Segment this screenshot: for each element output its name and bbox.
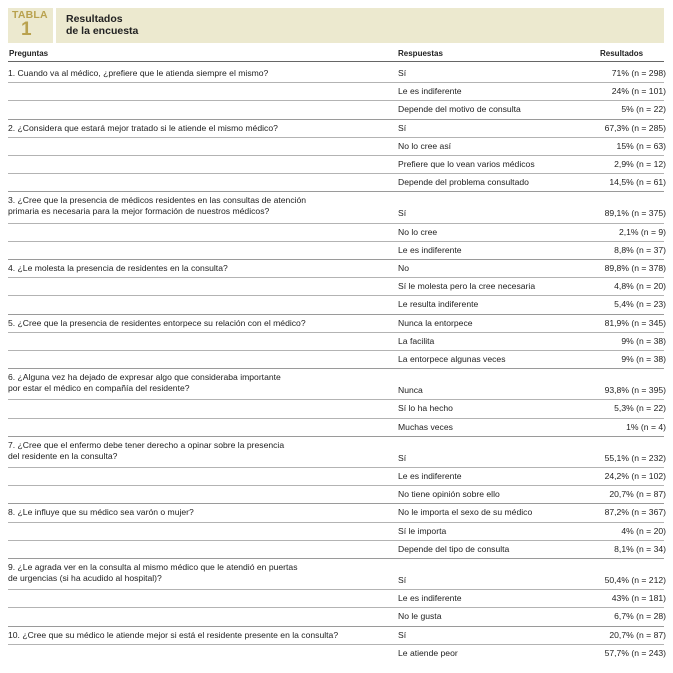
answer-label: Sí le importa xyxy=(398,525,447,536)
answer-result: 87,2% (n = 367) xyxy=(604,507,666,518)
answer-result: 5,3% (n = 22) xyxy=(614,403,666,414)
answer-row-rule xyxy=(8,295,664,296)
table-title-line2: de la encuesta xyxy=(66,25,139,37)
answer-row-rule xyxy=(8,399,664,400)
question-rule xyxy=(8,314,664,315)
question-text xyxy=(8,195,306,217)
answer-label: Muchas veces xyxy=(398,421,453,432)
answer-result: 5,4% (n = 23) xyxy=(614,299,666,310)
answer-result: 89,8% (n = 378) xyxy=(604,263,666,273)
answer-result: 24% (n = 101) xyxy=(611,86,666,97)
question-line: 4. ¿Le molesta la presencia de residentes en la consulta? xyxy=(8,263,228,273)
answer-result: 57,7% (n = 243) xyxy=(604,647,666,658)
answer-row-rule xyxy=(8,332,664,333)
table-header xyxy=(8,8,664,43)
answer-label: Sí xyxy=(398,68,407,78)
column-header-preguntas: Preguntas xyxy=(9,49,49,58)
question-line: 9. ¿Le agrada ver en la consulta al mismo médico que le atendió en puertas xyxy=(8,562,298,572)
answer-row-rule xyxy=(8,277,664,278)
header-rule xyxy=(8,61,664,62)
answer-result: 8,1% (n = 34) xyxy=(614,543,666,554)
answer-result: 50,4% (n = 212) xyxy=(604,575,666,585)
question-text xyxy=(8,318,306,329)
answer-row-rule xyxy=(8,589,664,590)
answer-result: 5% (n = 22) xyxy=(621,104,666,115)
table-title xyxy=(66,13,138,37)
answer-result: 71% (n = 298) xyxy=(611,68,666,78)
table-tag-label: TABLA xyxy=(12,9,48,21)
answer-row-rule xyxy=(8,155,664,156)
question-line: primaria es necesaria para la mejor formación de nuestros médicos? xyxy=(8,206,270,217)
answer-label: Depende del problema consultado xyxy=(398,177,529,188)
answer-label: Sí xyxy=(398,208,407,219)
answer-result: 20,7% (n = 87) xyxy=(609,489,666,500)
question-line: 6. ¿Alguna vez ha dejado de expresar algo que consideraba importante xyxy=(8,372,281,383)
answer-row-rule xyxy=(8,82,664,83)
question-text xyxy=(8,68,268,79)
answer-result: 2,1% (n = 9) xyxy=(618,226,666,237)
answer-result: 89,1% (n = 375) xyxy=(604,208,666,219)
question-line: 2. ¿Considera que estará mejor tratado si le atiende el mismo médico? xyxy=(8,122,278,133)
answer-label: Sí xyxy=(398,575,407,585)
question-line: del residente en la consulta? xyxy=(8,450,118,461)
answer-label: Le es indiferente xyxy=(398,244,462,255)
answer-row-rule xyxy=(8,137,664,138)
question-text xyxy=(8,630,338,641)
answer-row-rule xyxy=(8,607,664,608)
question-line: 3. ¿Cree que la presencia de médicos residentes en las consultas de atención xyxy=(8,195,307,206)
question-line: 8. ¿Le influye que su médico sea varón o mujer? xyxy=(8,507,194,518)
answer-row-rule xyxy=(8,241,664,242)
answer-row-rule xyxy=(8,540,664,541)
question-line: 7. ¿Cree que el enfermo debe tener derecho a opinar sobre la presencia xyxy=(8,439,285,450)
answer-result: 20,7% (n = 87) xyxy=(609,629,666,640)
answer-row-rule xyxy=(8,100,664,101)
question-rule xyxy=(8,436,664,437)
answer-label: Sí xyxy=(398,629,407,640)
answer-label: Le es indiferente xyxy=(398,593,462,604)
answer-label: No lo cree xyxy=(398,226,438,237)
answer-label: Depende del tipo de consulta xyxy=(398,543,510,554)
answer-result: 9% (n = 38) xyxy=(621,354,666,364)
answer-result: 93,8% (n = 395) xyxy=(604,385,666,396)
answer-result: 43% (n = 181) xyxy=(611,593,666,604)
answer-result: 81,9% (n = 345) xyxy=(604,317,666,328)
answer-result: 9% (n = 38) xyxy=(621,335,666,346)
table-title-line1: Resultados xyxy=(66,13,123,25)
answer-row-rule xyxy=(8,522,664,523)
answer-row-rule xyxy=(8,485,664,486)
answer-label: Le atiende peor xyxy=(398,647,458,658)
answer-row-rule xyxy=(8,467,664,468)
question-rule xyxy=(8,191,664,192)
answer-label: La facilita xyxy=(398,335,435,346)
answer-label: Sí le molesta pero la cree necesaria xyxy=(398,281,536,292)
question-text xyxy=(8,507,194,518)
answer-result: 1% (n = 4) xyxy=(626,421,666,432)
answer-label: Le resulta indiferente xyxy=(398,299,479,310)
answer-row-rule xyxy=(8,644,664,645)
answer-result: 67,3% (n = 285) xyxy=(604,122,666,133)
answer-label: No tiene opinión sobre ello xyxy=(398,489,500,500)
answer-result: 55,1% (n = 232) xyxy=(604,452,666,463)
answer-label: Nunca la entorpece xyxy=(398,317,473,328)
answer-label: Le es indiferente xyxy=(398,471,462,481)
question-text xyxy=(8,372,281,394)
question-rule xyxy=(8,368,664,369)
answer-label: Sí xyxy=(398,452,407,463)
answer-label: Nunca xyxy=(398,385,423,396)
answer-result: 2,9% (n = 12) xyxy=(614,159,666,169)
question-rule xyxy=(8,503,664,504)
answer-label: La entorpece algunas veces xyxy=(398,354,506,364)
question-text xyxy=(8,562,298,584)
question-text xyxy=(8,123,278,134)
answer-result: 8,8% (n = 37) xyxy=(614,244,666,255)
answer-label: Sí xyxy=(398,122,407,133)
column-header-resultados: Resultados xyxy=(600,49,644,58)
answer-result: 4% (n = 20) xyxy=(621,525,666,536)
answer-row-rule xyxy=(8,418,664,419)
question-rule xyxy=(8,558,664,559)
answer-label: Le es indiferente xyxy=(398,86,462,97)
answer-row-rule xyxy=(8,173,664,174)
question-text xyxy=(8,263,228,274)
answer-result: 4,8% (n = 20) xyxy=(614,281,666,292)
column-header-respuestas: Respuestas xyxy=(398,49,443,58)
answer-result: 24,2% (n = 102) xyxy=(604,471,666,481)
question-rule xyxy=(8,119,664,120)
answer-row-rule xyxy=(8,350,664,351)
answer-label: Depende del motivo de consulta xyxy=(398,104,521,115)
answer-row-rule xyxy=(8,223,664,224)
question-line: de urgencias (si ha acudido al hospital)? xyxy=(8,573,162,583)
question-rule xyxy=(8,626,664,627)
question-rule xyxy=(8,259,664,260)
answer-label: No lo cree así xyxy=(398,140,452,151)
table-number: 1 xyxy=(21,19,32,40)
question-line: 5. ¿Cree que la presencia de residentes entorpece su relación con el médico? xyxy=(8,317,306,328)
answer-label: No le importa el sexo de su médico xyxy=(398,507,533,518)
header-separator xyxy=(53,8,56,43)
answer-result: 6,7% (n = 28) xyxy=(614,611,666,622)
answer-label: No xyxy=(398,263,409,273)
answer-result: 15% (n = 63) xyxy=(616,140,666,151)
table-tag xyxy=(8,8,52,43)
answer-label: No le gusta xyxy=(398,611,442,622)
answer-result: 14,5% (n = 61) xyxy=(609,177,666,188)
question-line: 10. ¿Cree que su médico le atiende mejor si está el residente presente en la consulta? xyxy=(8,629,339,640)
question-line: por estar el médico en compañía del residente? xyxy=(8,383,190,394)
question-text xyxy=(8,440,284,462)
question-line: 1. Cuando va al médico, ¿prefiere que le atienda siempre el mismo? xyxy=(8,68,269,78)
answer-label: Prefiere que lo vean varios médicos xyxy=(398,159,535,169)
answer-label: Sí lo ha hecho xyxy=(398,403,453,414)
